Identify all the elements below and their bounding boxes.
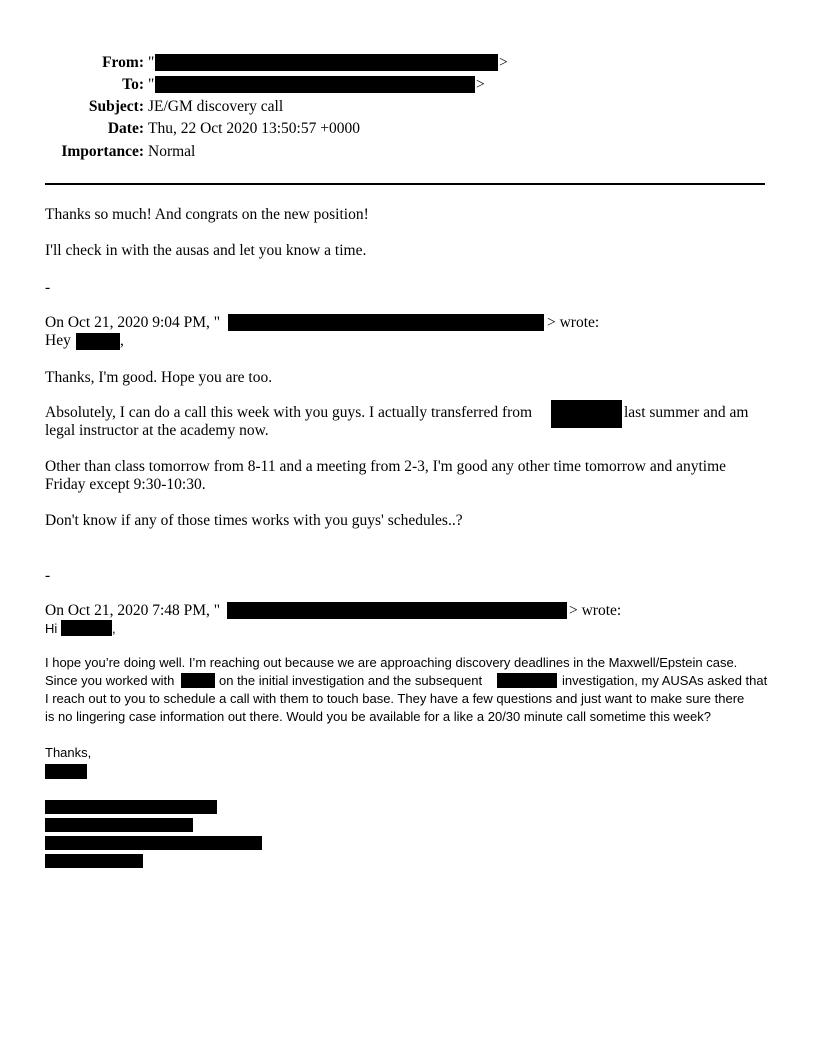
- quote2-line-2-a: Since you worked with: [45, 673, 175, 688]
- quote2-sender-redaction: [227, 602, 567, 619]
- to-label: To:: [122, 76, 144, 93]
- quote2-greeting: [45, 620, 245, 638]
- from-close: >: [499, 54, 508, 71]
- quote1-name-redaction: [76, 333, 120, 350]
- quote1-greeting-pre: Hey: [45, 332, 71, 349]
- quote2-intro: [45, 602, 765, 620]
- reply-line-1: Thanks so much! And congrats on the new position!: [45, 206, 369, 223]
- date-label: Date:: [107, 120, 144, 137]
- to-redaction: [155, 76, 475, 93]
- quote1-para-2-b: last summer and am: [624, 404, 749, 421]
- quote2-greeting-post: ,: [112, 621, 116, 636]
- subject-value: JE/GM discovery call: [148, 98, 284, 115]
- quote1-greeting-post: ,: [120, 332, 124, 349]
- quote1-intro-post: > wrote:: [547, 314, 600, 331]
- to-row: [0, 76, 816, 94]
- quote2-name-redaction: [61, 620, 112, 636]
- quote1-para-4: Don't know if any of those times works with you guys' schedules..?: [45, 512, 463, 529]
- quote1-para-3-line-2: Friday except 9:30-10:30.: [45, 476, 206, 493]
- date-row: [0, 120, 816, 138]
- to-quote: ": [148, 76, 155, 93]
- from-row: [0, 54, 816, 72]
- quote2-person-redaction: [181, 673, 215, 688]
- quote2-line-4: is no lingering case information out there. Would you be available for a like a 20/30 minute call sometime this week?: [45, 709, 712, 724]
- signature-line-3-redaction: [45, 836, 262, 850]
- separator-dash-2: -: [45, 567, 51, 584]
- quote2-greeting-pre: Hi: [45, 621, 58, 636]
- quote1-greeting: [45, 332, 245, 350]
- subject-label: Subject:: [88, 98, 144, 115]
- importance-row: [0, 143, 816, 161]
- subject-row: [0, 98, 816, 116]
- quote1-sender-redaction: [228, 314, 544, 331]
- from-redaction: [155, 54, 498, 71]
- quote2-line-1: I hope you’re doing well. I’m reaching out because we are approaching discovery deadlines in the Maxwell/Epstein case.: [45, 655, 738, 670]
- signature-line-1-redaction: [45, 800, 217, 814]
- quote2-thanks: Thanks,: [45, 745, 92, 760]
- signature-line-4-redaction: [45, 854, 143, 868]
- importance-value: Normal: [148, 143, 196, 160]
- quote2-intro-pre: On Oct 21, 2020 7:48 PM, ": [45, 602, 221, 619]
- quote1-intro: [45, 314, 765, 332]
- quote1-para-1: Thanks, I'm good. Hope you are too.: [45, 369, 273, 386]
- quote2-investigation-redaction: [497, 673, 557, 688]
- quote2-line-2: [45, 672, 775, 690]
- quote1-agency-redaction: [551, 400, 622, 428]
- reply-line-2: I'll check in with the ausas and let you know a time.: [45, 242, 367, 259]
- to-close: >: [476, 76, 485, 93]
- separator-dash-1: -: [45, 279, 51, 296]
- importance-label: Importance:: [61, 143, 144, 160]
- quote2-line-2-b: on the initial investigation and the subsequent: [219, 673, 483, 688]
- quote1-intro-pre: On Oct 21, 2020 9:04 PM, ": [45, 314, 221, 331]
- quote1-para-3-line-1: Other than class tomorrow from 8-11 and a meeting from 2-3, I'm good any other time tomorrow and anytime: [45, 458, 727, 475]
- quote1-para-2-line-2: legal instructor at the academy now.: [45, 422, 269, 439]
- quote1-para-2-a: Absolutely, I can do a call this week with you guys. I actually transferred from: [45, 404, 533, 421]
- from-quote: ": [148, 54, 155, 71]
- from-label: From:: [102, 54, 144, 71]
- signature-name-redaction: [45, 764, 87, 779]
- quote1-para-2-line-1: [45, 404, 775, 422]
- date-value: Thu, 22 Oct 2020 13:50:57 +0000: [148, 120, 360, 137]
- quote2-intro-post: > wrote:: [569, 602, 622, 619]
- quote2-line-2-c: investigation, my AUSAs asked that: [562, 673, 768, 688]
- header-divider: [45, 183, 765, 185]
- quote2-line-3: I reach out to you to schedule a call with them to touch base. They have a few questions and just want to make sure there: [45, 691, 745, 706]
- signature-line-2-redaction: [45, 818, 193, 832]
